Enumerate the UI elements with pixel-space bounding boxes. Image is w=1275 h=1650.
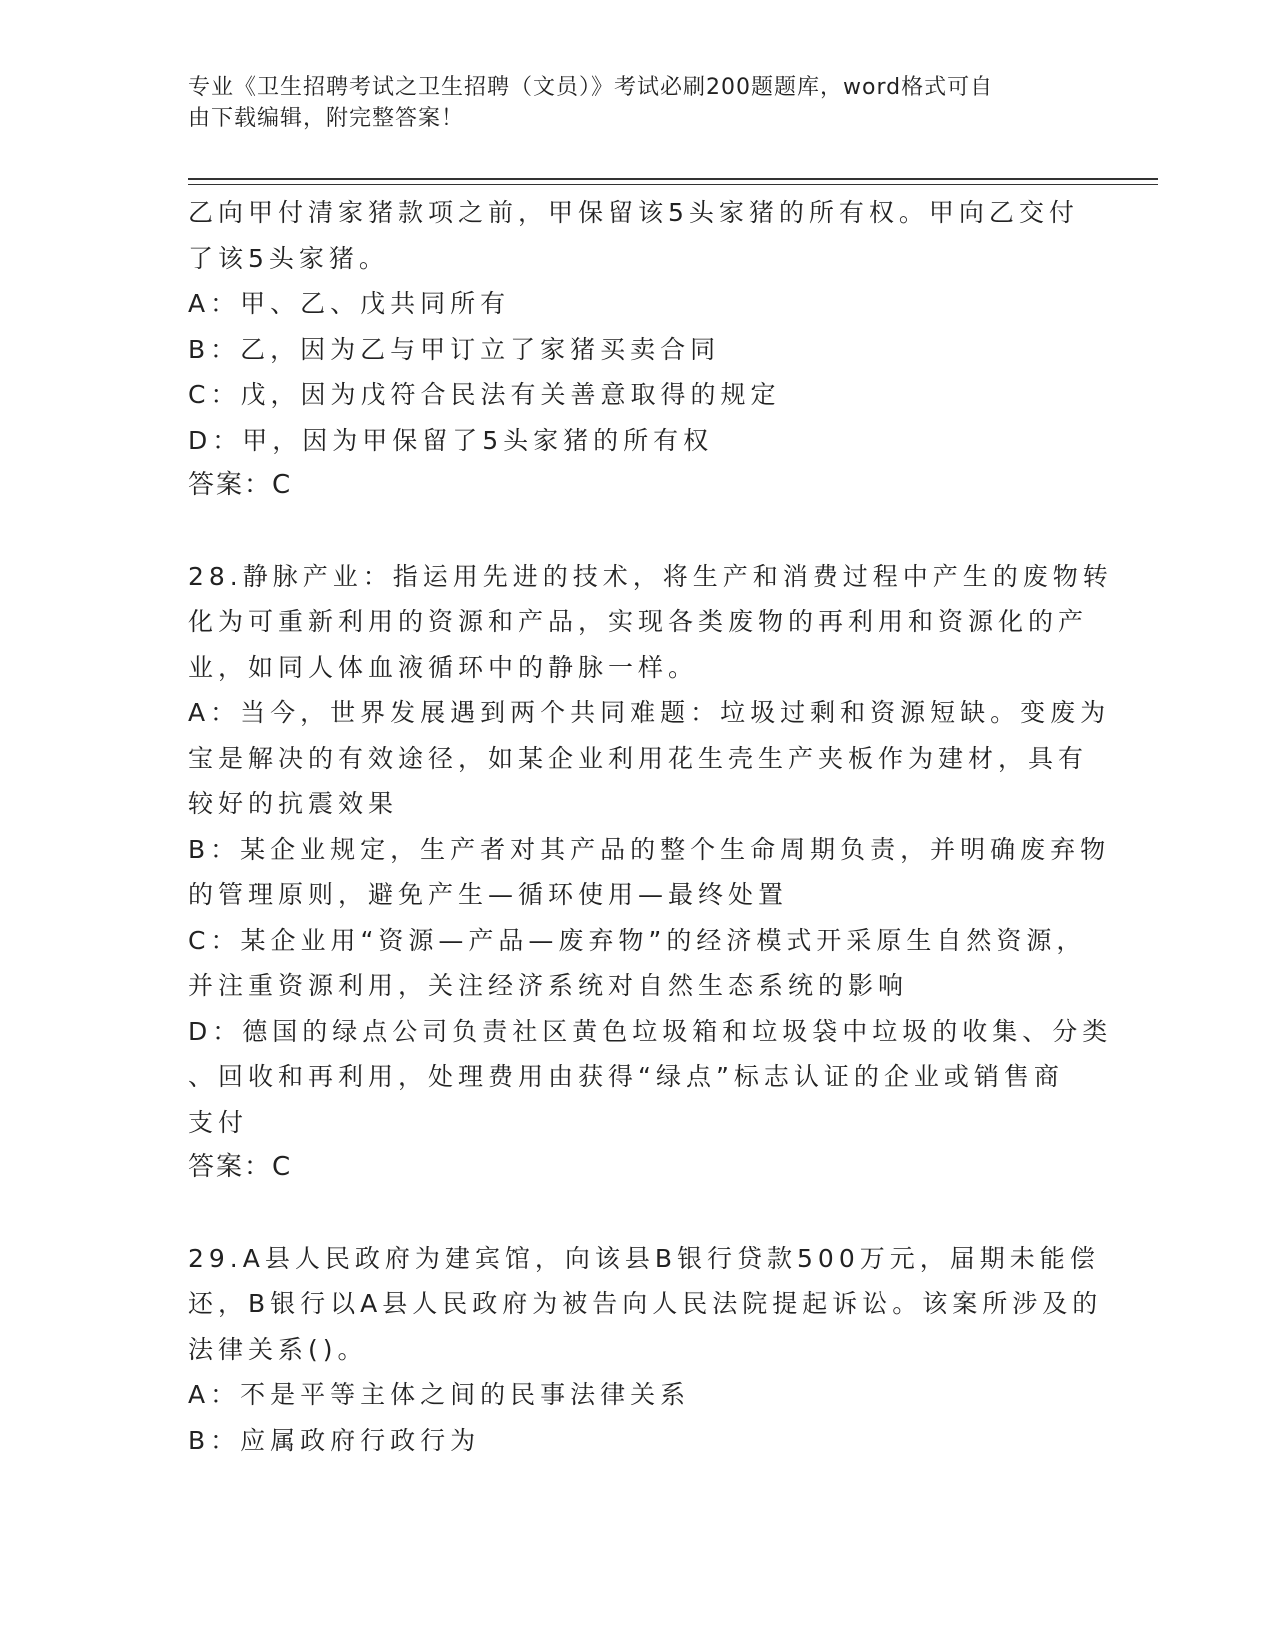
option-a-line: A：当今，世界发展遇到两个共同难题：垃圾过剩和资源短缺。变废为 (188, 698, 1111, 727)
option-a: A：甲、乙、戊共同所有 (188, 289, 511, 318)
document-body (188, 190, 1113, 1463)
option-b: B：应属政府行政行为 (188, 1425, 481, 1455)
option-c: C：戊，因为戊符合民法有关善意取得的规定 (188, 380, 781, 409)
option-b: B：乙，因为乙与甲订立了家猪买卖合同 (188, 334, 721, 364)
option-b-line: B：某企业规定，生产者对其产品的整个生命周期负责，并明确废弃物 (188, 834, 1111, 864)
option-a-line: 较好的抗震效果 (188, 789, 399, 818)
option-c-line: 并注重资源利用，关注经济系统对自然生态系统的影响 (188, 971, 909, 1000)
option-d: D：甲，因为甲保留了5头家猪的所有权 (188, 425, 714, 455)
option-a: A：不是平等主体之间的民事法律关系 (188, 1380, 691, 1409)
option-d-line: 支付 (188, 1107, 249, 1137)
spacer (188, 1191, 1088, 1236)
option-d-line: 、回收和再利用，处理费用由获得“绿点”标志认证的企业或销售商 (188, 1062, 1064, 1091)
question-stem-line: 28.静脉产业：指运用先进的技术，将生产和消费过程中产生的废物转 (188, 561, 1113, 591)
question-stem-line: 化为可重新利用的资源和产品，实现各类废物的再利用和资源化的产 (188, 607, 1089, 636)
header-rule-thick (188, 178, 1158, 180)
page-header (188, 72, 1068, 134)
question-28 (188, 554, 1113, 1191)
question-stem-line: 还，B银行以A县人民政府为被告向人民法院提起诉讼。该案所涉及的 (188, 1289, 1103, 1318)
question-29 (188, 1236, 1103, 1464)
question-stem-line: 了该5头家猪。 (188, 243, 389, 273)
question-stem-line: 乙向甲付清家猪款项之前，甲保留该5头家猪的所有权。甲向乙交付 (188, 198, 1079, 227)
header-line-2: 由下载编辑，附完整答案！ (188, 106, 465, 131)
header-line-1: 专业《卫生招聘考试之卫生招聘（文员）》考试必刷200题题库，word格式可自 (188, 75, 994, 100)
option-d-line: D：德国的绿点公司负责社区黄色垃圾箱和垃圾袋中垃圾的收集、分类 (188, 1016, 1113, 1046)
option-b-line: 的管理原则，避免产生—循环使用—最终处置 (188, 880, 789, 909)
option-a-line: 宝是解决的有效途径，如某企业利用花生壳生产夹板作为建材，具有 (188, 743, 1089, 773)
header-rule-thin (188, 184, 1158, 185)
answer-line: 答案：C (188, 1152, 293, 1182)
question-27 (188, 190, 1088, 509)
question-stem-line: 业，如同人体血液循环中的静脉一样。 (188, 652, 699, 682)
spacer (188, 509, 1088, 554)
answer-line: 答案：C (188, 470, 293, 500)
option-c-line: C：某企业用“资源—产品—废弃物”的经济模式开采原生自然资源， (188, 925, 1087, 955)
question-stem-line: 法律关系()。 (188, 1334, 368, 1364)
question-stem-line: 29.A县人民政府为建宾馆，向该县B银行贷款500万元，届期未能偿 (188, 1243, 1100, 1273)
